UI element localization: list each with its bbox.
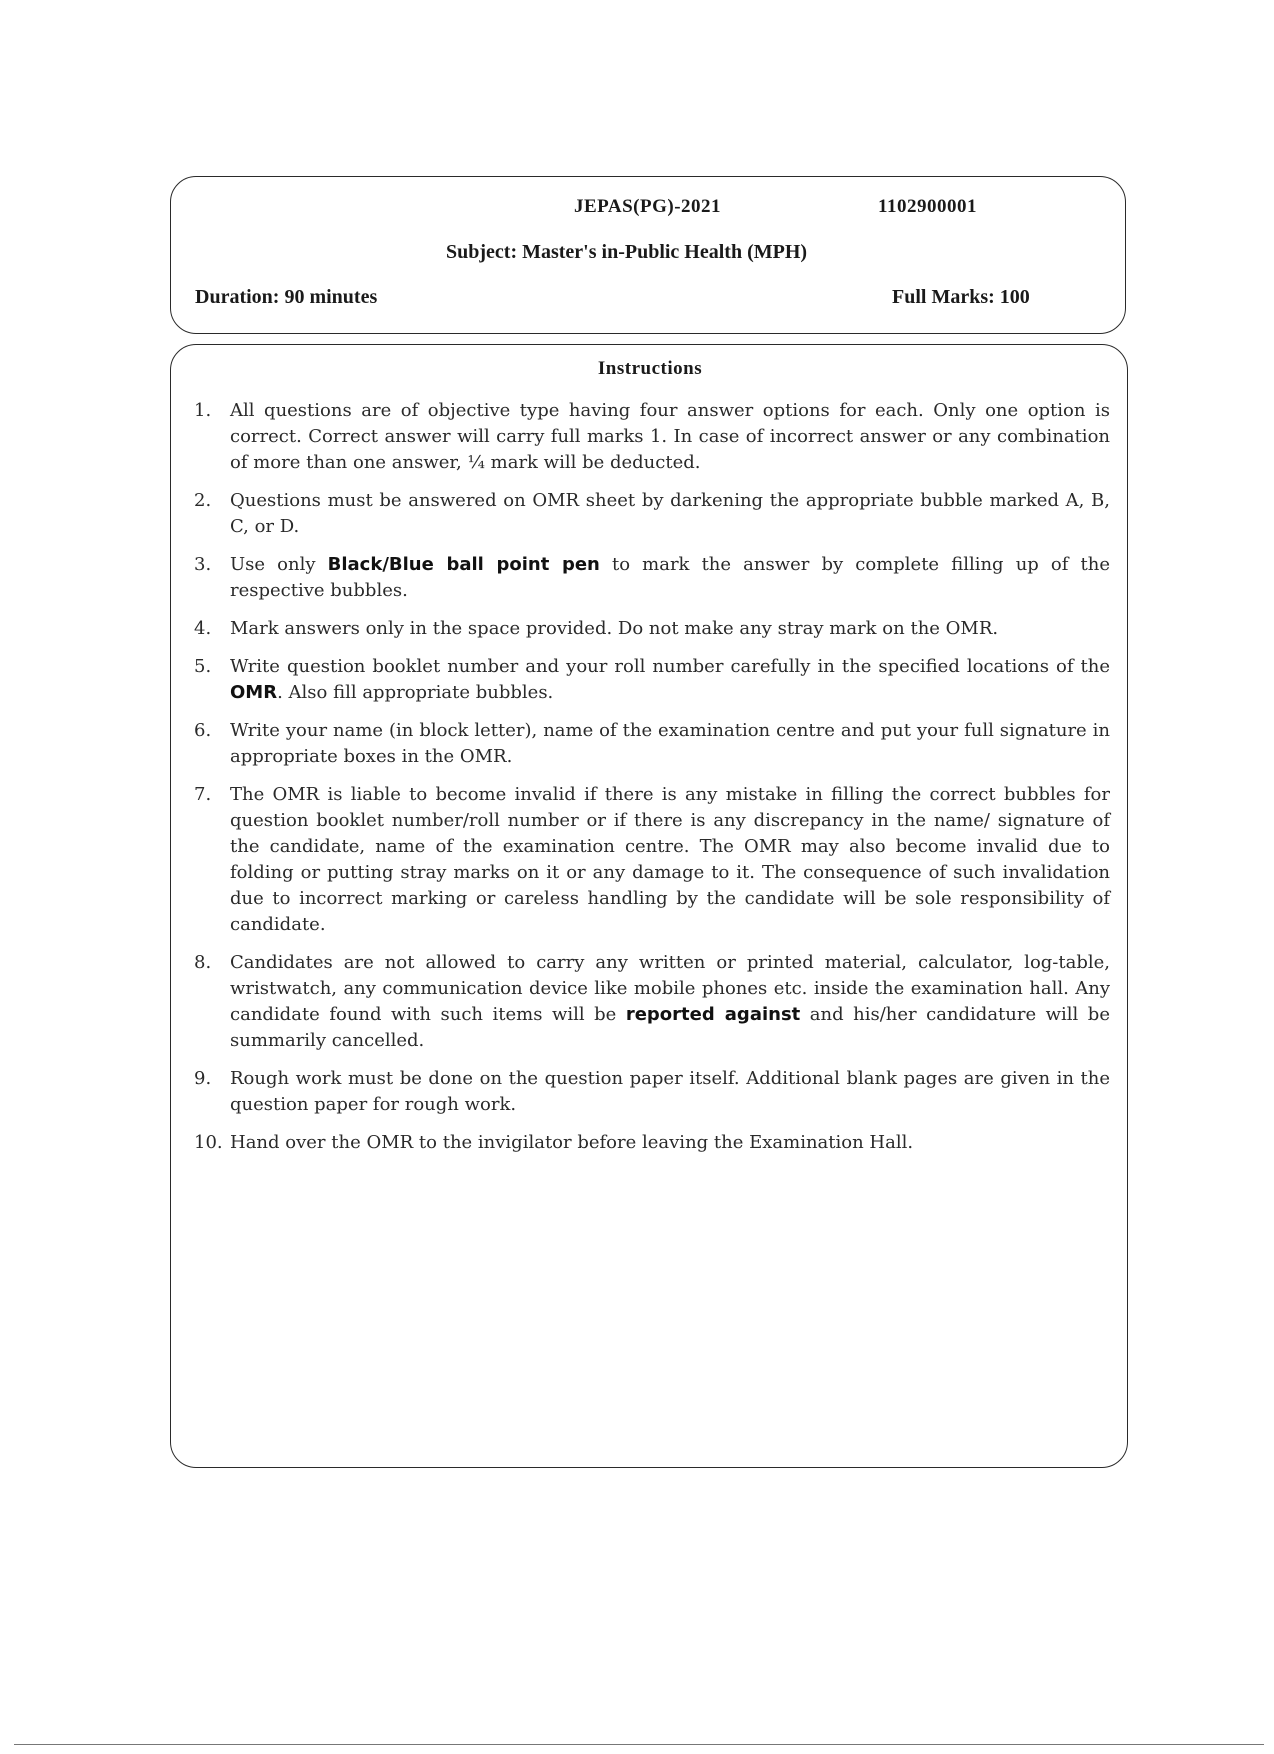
instruction-item [194,782,1110,938]
emphasis-text: reported against [625,1004,801,1025]
instruction-text: Rough work must be done on the question paper itself. Additional blank pages are given in the question paper for rough work. [230,1068,1110,1115]
booklet-number: 1102900001 [878,196,977,217]
instruction-number: 7. [194,784,212,805]
exam-code: JEPAS(PG)-2021 [574,196,722,217]
instruction-item [194,654,1110,706]
emphasis-text: Black/Blue ball point pen [327,554,600,575]
instruction-number: 9. [194,1068,212,1089]
instruction-number: 3. [194,554,212,575]
instruction-number: 1. [194,400,212,421]
instruction-item [194,1066,1110,1118]
instruction-number: 4. [194,618,212,639]
instruction-text: Mark answers only in the space provided. Do not make any stray mark on the OMR. [230,618,999,639]
instruction-item [194,1130,1110,1156]
instruction-text: Write your name (in block letter), name of the examination centre and put your full signature in appropriate boxes in the OMR. [230,720,1110,767]
footer-rule [14,1744,1264,1745]
duration: Duration: 90 minutes [195,286,378,308]
subject-title: Subject: Master's in-Public Health (MPH) [446,241,808,263]
instruction-item [194,552,1110,604]
instruction-text: Use only Black/Blue ball point pen to mark the answer by complete filling up of the respective bubbles. [230,554,1110,601]
instruction-number: 5. [194,656,212,677]
instruction-text: Write question booklet number and your roll number carefully in the specified locations of the OMR. Also fill appropriate bubbles. [230,656,1110,703]
instruction-text: The OMR is liable to become invalid if there is any mistake in filling the correct bubbles for question booklet number/roll number or if there is any discrepancy in the name/ signature of the candidate, name of the examination centre. The OMR may also become invalid due to folding or putting stray marks on it or any damage to it. The consequence of such invalidation due to incorrect marking or careless handling by the candidate will be sole responsibility of candidate. [230,784,1110,935]
instruction-item [194,398,1110,476]
instructions-title: Instructions [597,358,703,379]
instruction-number: 8. [194,952,212,973]
full-marks: Full Marks: 100 [892,286,1030,308]
instruction-item [194,718,1110,770]
instructions-list [194,398,1110,1168]
instruction-text: Questions must be answered on OMR sheet by darkening the appropriate bubble marked A, B, C, or D. [230,490,1110,537]
instruction-item [194,616,1110,642]
instruction-number: 2. [194,490,212,511]
instruction-item [194,950,1110,1054]
instruction-text: All questions are of objective type having four answer options for each. Only one option is correct. Correct answer will carry full marks 1. In case of incorrect answer or any combination of more than one answer, ¼ mark will be deducted. [230,400,1110,473]
instruction-number: 10. [194,1132,223,1153]
instruction-text: Candidates are not allowed to carry any written or printed material, calculator, log-table, wristwatch, any communication device like mobile phones etc. inside the examination hall. Any candidate found with such items will be reported against and his/her candidature will be summarily cancelled. [230,952,1110,1051]
instruction-number: 6. [194,720,212,741]
instruction-text: Hand over the OMR to the invigilator before leaving the Examination Hall. [230,1132,914,1153]
emphasis-text: OMR [230,682,278,703]
instruction-item [194,488,1110,540]
